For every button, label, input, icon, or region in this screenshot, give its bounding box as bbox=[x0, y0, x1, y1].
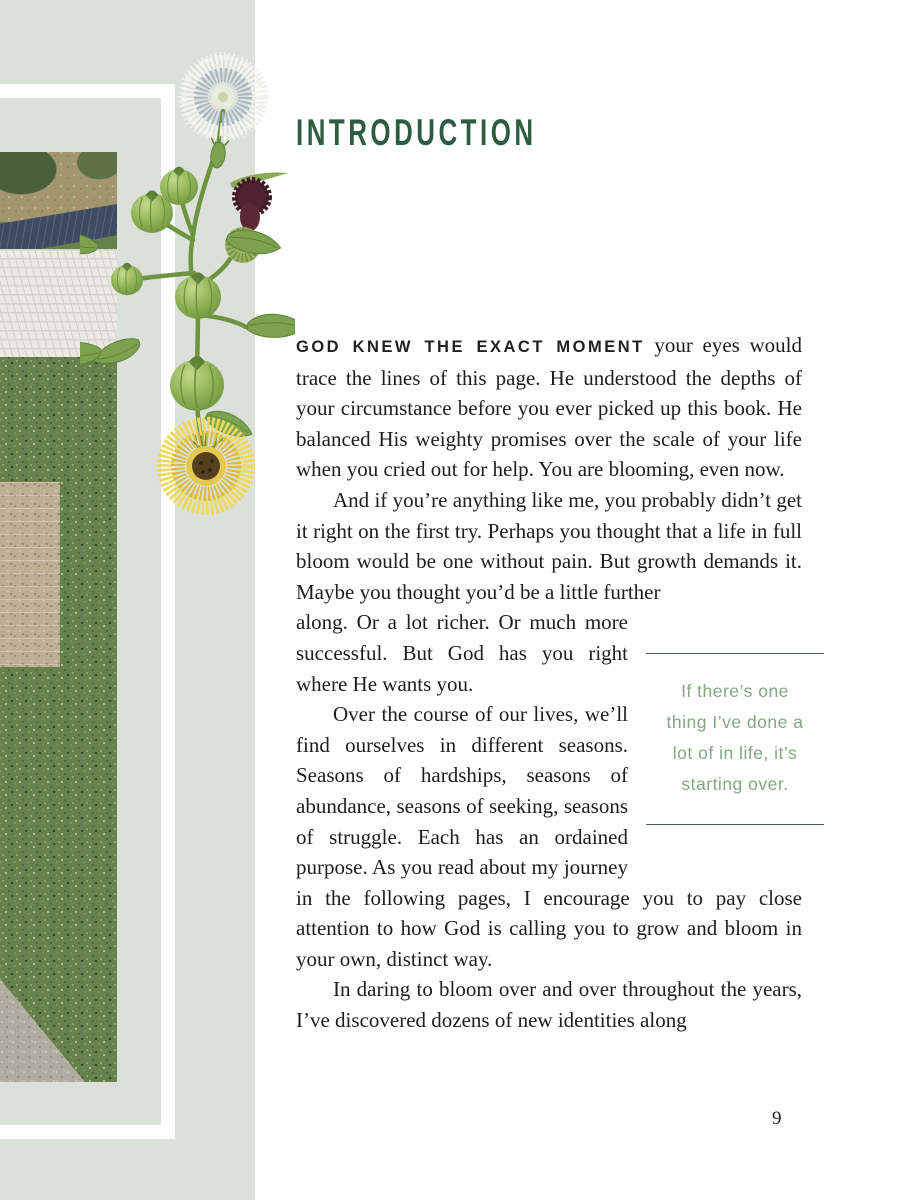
leaf bbox=[80, 226, 99, 260]
quote-line: starting over. bbox=[681, 774, 789, 795]
seed-pod bbox=[160, 167, 198, 205]
photo-stone-wall bbox=[0, 482, 60, 667]
seed-pod bbox=[175, 272, 221, 319]
seed-pod bbox=[170, 356, 224, 411]
lead-in-text: GOD KNEW THE EXACT MOMENT bbox=[296, 338, 645, 356]
page-title: INTRODUCTION bbox=[296, 112, 537, 153]
white-aster-flower bbox=[182, 56, 264, 138]
quote-wrap-zone bbox=[296, 607, 802, 974]
paragraph-2b: along. Or a lot richer. Or much more successful. But God has you right where He wants you. bbox=[296, 610, 628, 696]
paragraph-2a: And if you’re anything like me, you probably didn’t get it right on the first try. Perhaps you thought that a life in full bloom would be one without pain. But growth demands it. Maybe you thought you’d be a little further bbox=[296, 487, 802, 604]
quote-line: If there’s one bbox=[681, 681, 789, 702]
quote-rule-bottom bbox=[646, 824, 824, 825]
paragraph-1-text: your eyes would trace the lines of this page. He understood the depths of your circumstance before you ever picked up this book. He balanced His weighty promises over the scale of your life when you cried out for help. You are blooming, even now. bbox=[296, 333, 803, 482]
quote-text bbox=[646, 654, 824, 824]
paragraph-1 bbox=[296, 330, 802, 485]
seed-pod bbox=[111, 263, 143, 295]
page-number: 9 bbox=[772, 1108, 782, 1129]
pull-quote bbox=[646, 607, 824, 825]
body-text bbox=[296, 330, 802, 1036]
paragraph-4: In daring to bloom over and over throughout the years, I’ve discovered dozens of new identities along bbox=[296, 977, 802, 1033]
quote-line: lot of in life, it’s bbox=[672, 743, 798, 764]
leaf bbox=[246, 311, 295, 342]
paragraph-3: Over the course of our lives, we’ll find ourselves in different seasons. Seasons of hardships, seasons of abundance, seasons of seeking, seasons of struggle. Each has an ordained purpose. As you read about my journey in the following pages, I encourage you to pay close attention to how God is calling you to grow and bloom in your own, distinct way. bbox=[296, 702, 802, 971]
yellow-flower bbox=[166, 426, 246, 506]
quote-line: thing I’ve done a bbox=[666, 712, 804, 733]
maroon-flower bbox=[235, 180, 269, 231]
botanical-illustration bbox=[80, 45, 295, 515]
